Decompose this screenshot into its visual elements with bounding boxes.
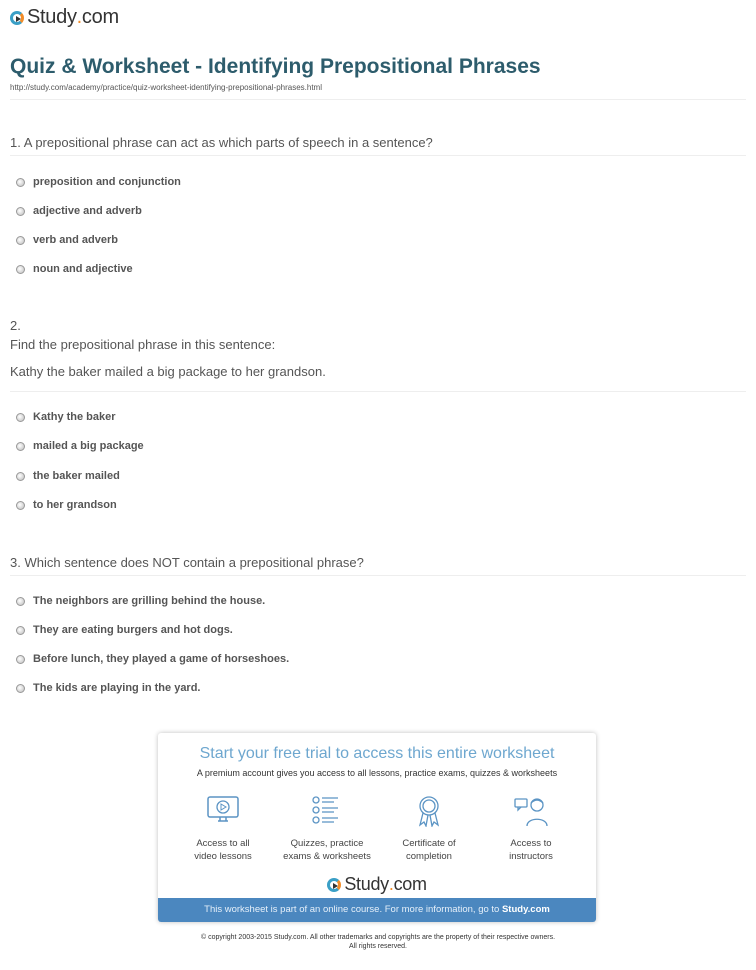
- logo-dot: .: [388, 874, 394, 894]
- certificate-ribbon-icon: [412, 795, 446, 827]
- answer-option[interactable]: [16, 205, 142, 217]
- instructor-chat-icon: [514, 795, 548, 827]
- page-url: http://study.com/academy/practice/quiz-worksheet-identifying-prepositional-phrases.html: [10, 83, 322, 92]
- radio-button[interactable]: [16, 413, 25, 422]
- radio-button[interactable]: [16, 655, 25, 664]
- question-number: 2.: [10, 318, 21, 333]
- promo-heading: Start your free trial to access this entire worksheet: [199, 745, 555, 762]
- question-sentence: Kathy the baker mailed a big package to her grandson.: [10, 364, 326, 379]
- divider: [10, 575, 746, 576]
- answer-option[interactable]: [16, 595, 265, 607]
- divider: [10, 99, 746, 100]
- answer-option[interactable]: [16, 624, 233, 636]
- logo-suffix: com: [393, 874, 427, 894]
- question-number: 3.: [10, 555, 21, 570]
- answer-option[interactable]: [16, 653, 289, 665]
- feature-quizzes: [272, 795, 382, 863]
- answer-option[interactable]: [16, 499, 117, 511]
- question-text: Which sentence does NOT contain a prepositional phrase?: [24, 555, 364, 570]
- radio-button[interactable]: [16, 684, 25, 693]
- feature-label: Certificate of: [402, 838, 456, 849]
- radio-button[interactable]: [16, 236, 25, 245]
- feature-label: Access to all: [196, 838, 250, 849]
- play-icon: [10, 11, 24, 25]
- feature-certificate: [374, 795, 484, 863]
- radio-button[interactable]: [16, 265, 25, 274]
- study-logo-promo[interactable]: [158, 874, 596, 895]
- logo-text: Study: [344, 874, 389, 894]
- play-icon: [327, 878, 341, 892]
- copyright-footer: [0, 933, 756, 951]
- option-label: Before lunch, they played a game of horseshoes.: [33, 653, 290, 665]
- answer-option[interactable]: [16, 263, 133, 275]
- divider: [10, 155, 746, 156]
- page-title: Quiz & Worksheet - Identifying Prepositional Phrases: [10, 55, 541, 78]
- question-1: [10, 135, 433, 150]
- logo-dot: .: [76, 6, 82, 28]
- feature-video-lessons: [168, 795, 278, 863]
- logo-text: Study: [27, 6, 77, 28]
- option-label: Kathy the baker: [33, 411, 116, 423]
- option-label: to her grandson: [33, 499, 117, 511]
- answer-option[interactable]: [16, 470, 120, 482]
- divider: [10, 391, 746, 392]
- feature-label: Quizzes, practice: [290, 838, 364, 849]
- feature-label: instructors: [509, 851, 553, 862]
- question-3: [10, 555, 364, 570]
- monitor-play-icon: [206, 795, 240, 827]
- answer-option[interactable]: [16, 411, 116, 423]
- option-label: preposition and conjunction: [33, 176, 181, 188]
- radio-button[interactable]: [16, 207, 25, 216]
- answer-option[interactable]: [16, 682, 201, 694]
- feature-label: video lessons: [194, 851, 252, 862]
- option-label: adjective and adverb: [33, 205, 142, 217]
- feature-instructors: [476, 795, 586, 863]
- radio-button[interactable]: [16, 472, 25, 481]
- option-label: The kids are playing in the yard.: [33, 682, 201, 694]
- option-label: mailed a big package: [33, 440, 144, 452]
- question-text: Find the prepositional phrase in this sentence:: [10, 337, 276, 352]
- answer-option[interactable]: [16, 234, 118, 246]
- radio-button[interactable]: [16, 597, 25, 606]
- option-label: verb and adverb: [33, 234, 118, 246]
- bar-text: This worksheet is part of an online course. For more information, go to: [204, 904, 502, 915]
- study-link[interactable]: Study.com: [501, 904, 550, 915]
- course-info-bar: [158, 898, 596, 922]
- copyright-text: © copyright 2003-2015 Study.com. All other trademarks and copyrights are the property of their respective owners.: [200, 934, 556, 941]
- feature-label: exams & worksheets: [283, 851, 371, 862]
- answer-option[interactable]: [16, 440, 144, 452]
- feature-label: completion: [406, 851, 452, 862]
- answer-option[interactable]: [16, 176, 181, 188]
- logo-suffix: com: [81, 6, 119, 28]
- question-text: A prepositional phrase can act as which parts of speech in a sentence?: [23, 135, 433, 150]
- premium-promo-box: [158, 733, 596, 922]
- option-label: They are eating burgers and hot dogs.: [33, 624, 233, 636]
- list-icon: [310, 795, 344, 827]
- option-label: The neighbors are grilling behind the house.: [33, 595, 266, 607]
- promo-subheading: A premium account gives you access to all lessons, practice exams, quizzes & worksheets: [196, 768, 558, 778]
- radio-button[interactable]: [16, 626, 25, 635]
- feature-label: Access to: [510, 838, 552, 849]
- radio-button[interactable]: [16, 501, 25, 510]
- radio-button[interactable]: [16, 178, 25, 187]
- radio-button[interactable]: [16, 442, 25, 451]
- rights-text: All rights reserved.: [349, 943, 407, 950]
- option-label: noun and adjective: [33, 263, 133, 275]
- option-label: the baker mailed: [33, 470, 120, 482]
- study-logo[interactable]: [10, 6, 119, 29]
- question-number: 1.: [10, 135, 21, 150]
